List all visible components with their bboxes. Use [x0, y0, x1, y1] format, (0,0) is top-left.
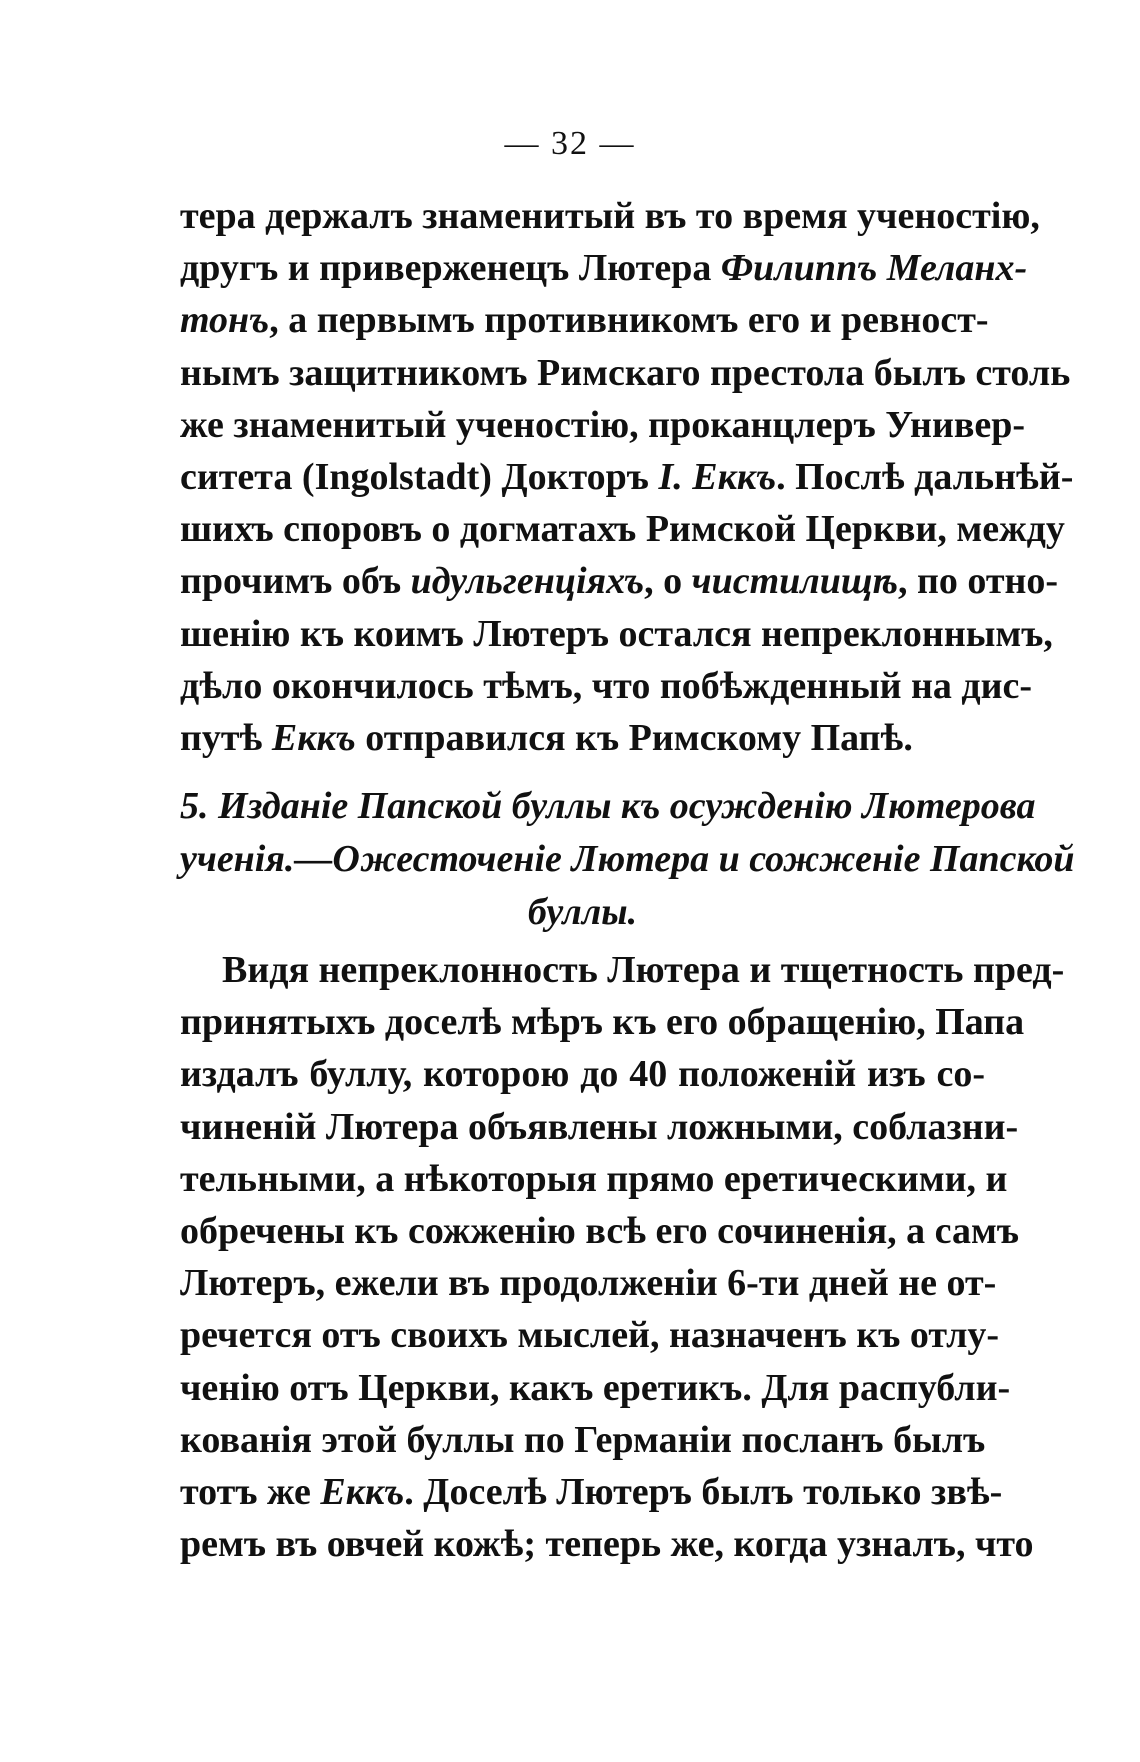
text-line: нымъ защитникомъ Римскаго престола былъ столь: [180, 351, 1071, 394]
text-line: ремъ въ овчей кожѣ; теперь же, когда узналъ, что: [180, 1523, 1034, 1566]
text-line: чиненій Лютера объявлены ложными, соблазни-: [180, 1105, 1019, 1148]
italic-name: I. Еккъ: [658, 455, 777, 498]
heading-line: буллы.: [527, 891, 638, 933]
italic-name: тонъ: [180, 299, 270, 342]
text-line: Видя непреклонность Лютера и тщетность пред-: [222, 949, 1065, 991]
heading-line: 5. Изданіе Папской буллы къ осужденію Лютерова: [180, 785, 1036, 827]
text-line: шихъ споровъ о догматахъ Римской Церкви, между: [180, 508, 1065, 551]
text-line: Лютеръ, ежели въ продолженіи 6-ти дней не от-: [180, 1262, 997, 1305]
text-line: тонъ, а первымъ противникомъ его и ревност-: [180, 299, 989, 342]
page-number: — 32 —: [504, 125, 636, 162]
text-line: ситета (Ingolstadt) Докторъ I. Еккъ. Послѣ дальнѣй-: [180, 455, 1074, 498]
text-line: принятыхъ доселѣ мѣръ къ его обращенію, Папа: [180, 1001, 1025, 1044]
text-line: же знаменитый ученостію, проканцлеръ Универ-: [180, 403, 1026, 446]
italic-term: чистилищѣ: [691, 560, 898, 603]
text-line: прочимъ объ идульгенціяхъ, о чистилищѣ, по отно-: [180, 560, 1059, 603]
paragraph-2: [180, 944, 1065, 1570]
section-heading: [180, 780, 1075, 939]
text-line: тельными, а нѣкоторыя прямо еретическими, и: [180, 1157, 1008, 1200]
italic-name: Еккъ: [271, 716, 356, 759]
italic-term: идульгенціяхъ: [410, 560, 645, 603]
text-line: кованія этой буллы по Германіи посланъ былъ: [180, 1418, 986, 1461]
text-line: обречены къ сожженію всѣ его сочиненія, а самъ: [180, 1209, 1020, 1252]
text-line: другъ и приверженецъ Лютера Филиппъ Меланх-: [180, 247, 1028, 290]
text-line: тера держалъ знаменитый въ то время ученостію,: [180, 195, 1040, 237]
heading-line: ученія.—Ожесточеніе Лютера и сожженіе Папской: [180, 838, 1075, 880]
text-line: шенію къ коимъ Лютеръ остался непреклоннымъ,: [180, 612, 1053, 655]
text-line: ченію отъ Церкви, какъ еретикъ. Для распубли-: [180, 1366, 1011, 1409]
text-line: речется отъ своихъ мыслей, назначенъ къ отлу-: [180, 1314, 1000, 1357]
text-line: тотъ же Еккъ. Доселѣ Лютеръ былъ только звѣ-: [180, 1470, 1003, 1513]
italic-name: Еккъ: [320, 1470, 405, 1513]
text-line: путѣ Еккъ отправился къ Римскому Папѣ.: [180, 716, 913, 759]
text-line: дѣло окончилось тѣмъ, что побѣжденный на дис-: [180, 664, 1033, 707]
text-line: издалъ буллу, которою до 40 положеній изъ со-: [180, 1053, 985, 1096]
paragraph-1: [180, 190, 1074, 764]
italic-name: Филиппъ Меланх-: [720, 247, 1028, 290]
